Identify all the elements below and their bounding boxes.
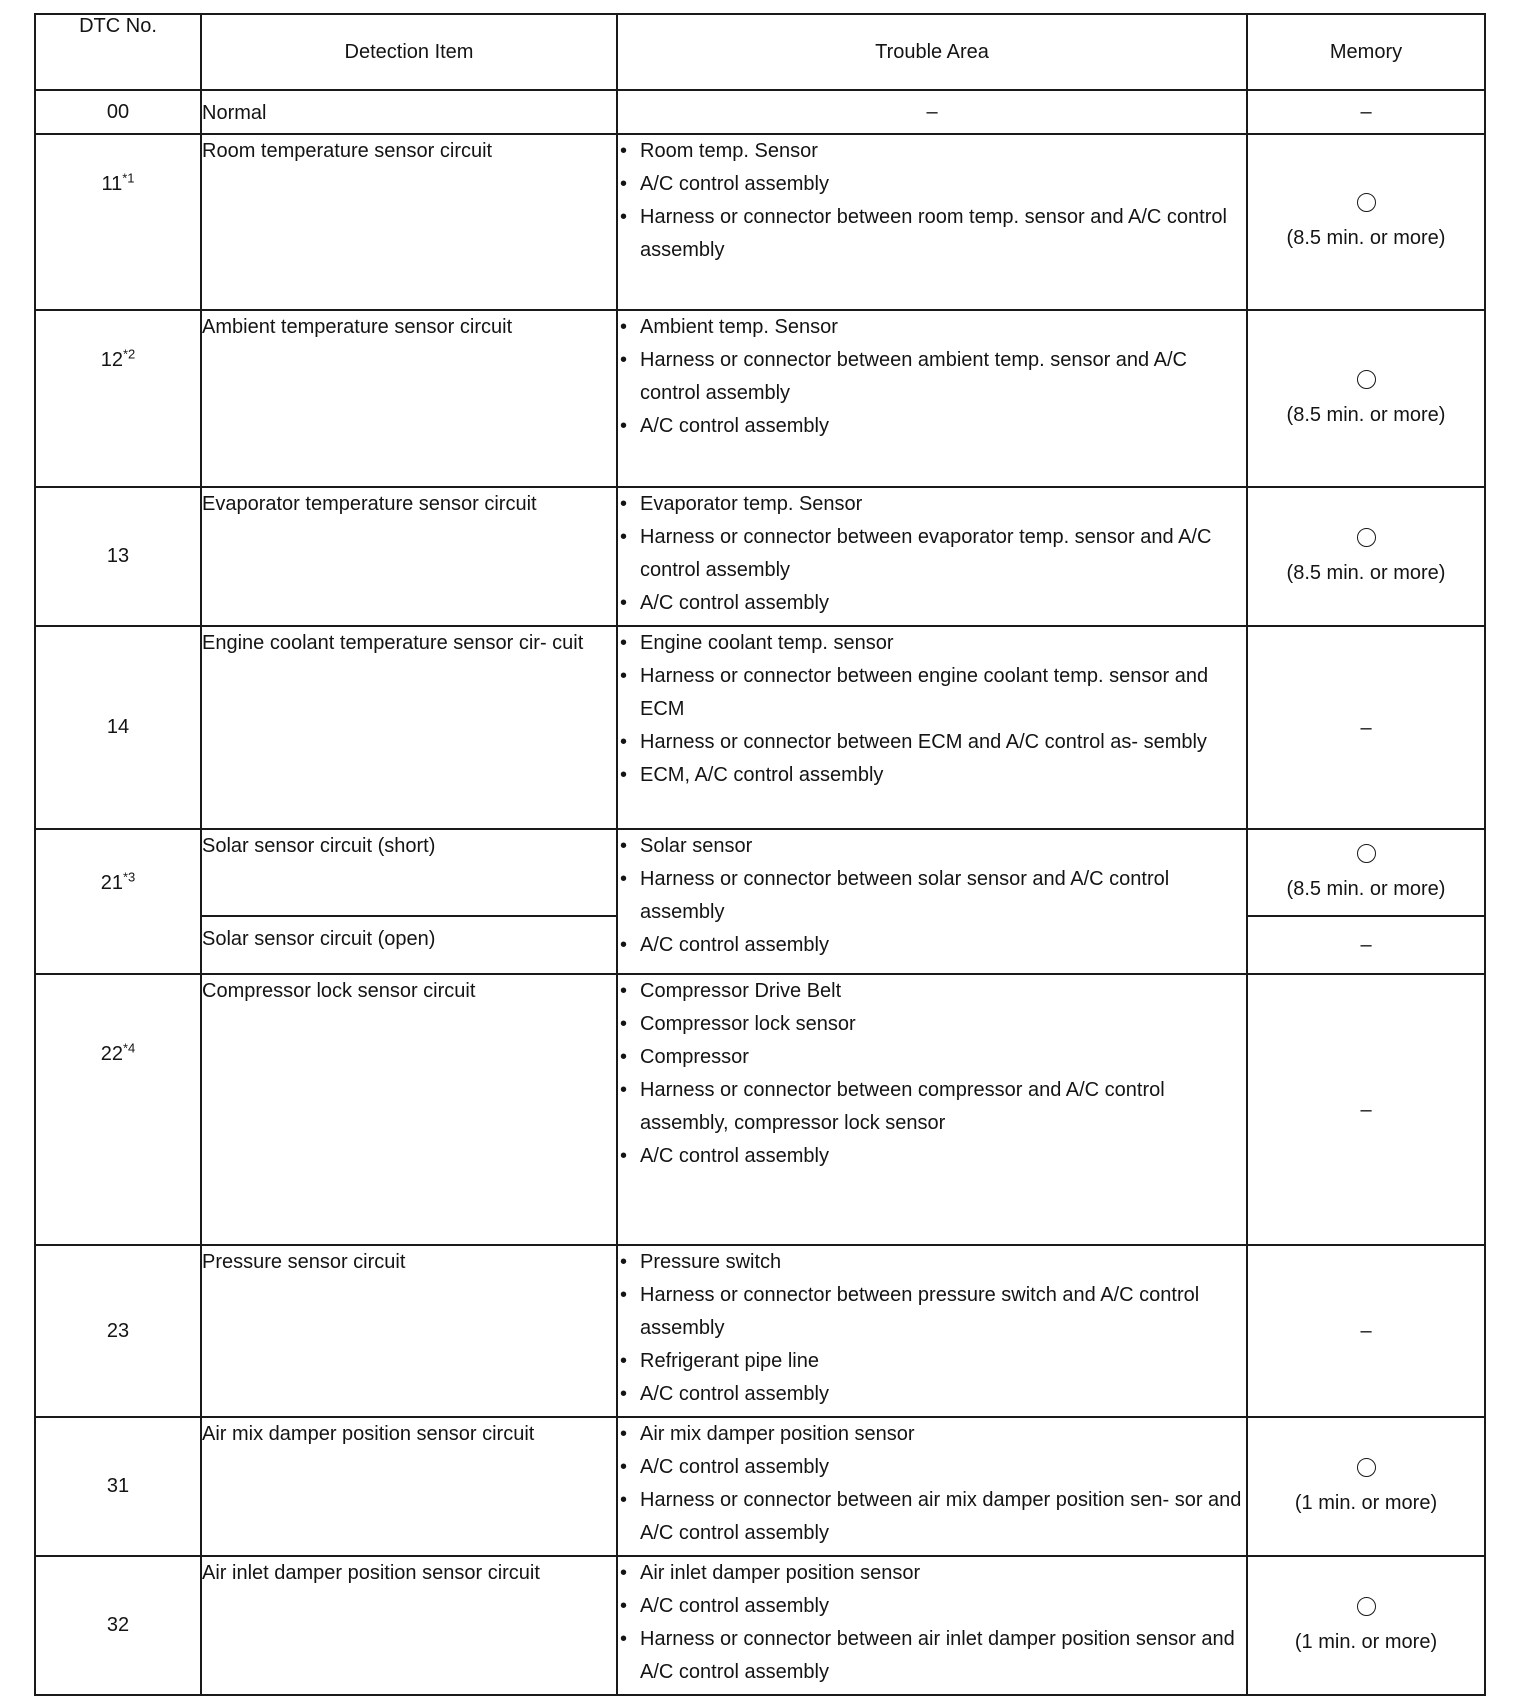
list-item: • Evaporator temp. Sensor — [620, 493, 863, 515]
dtc-number: 21$^{*3}$ — [35, 829, 201, 974]
trouble-area — [617, 1556, 1247, 1695]
memory-cell: (8.5 min. or more) — [1247, 310, 1485, 487]
list-item: • A/C control assembly — [620, 1595, 829, 1617]
list-item: • Harness or connector between air mix damper position sen- sor and A/C control assembly — [620, 1489, 1242, 1544]
footnote-marker: *4 — [122, 1040, 136, 1056]
footnote-marker: *3 — [122, 869, 136, 885]
table-row — [35, 1245, 1485, 1417]
table-row — [35, 829, 1485, 916]
detection-item-short: Solar sensor circuit (short) — [201, 829, 617, 916]
memory-cell: – — [1247, 1245, 1485, 1417]
list-item: • Ambient temp. Sensor — [620, 316, 838, 338]
list-item: • Engine coolant temp. sensor — [620, 632, 894, 654]
detection-item: Engine coolant temperature sensor cir- cuit — [201, 626, 617, 829]
dtc-number: 13 — [35, 487, 201, 626]
list-item: • A/C control assembly — [620, 1145, 829, 1167]
memory-cell: – — [1247, 974, 1485, 1245]
trouble-area — [617, 487, 1247, 626]
detection-item: Evaporator temperature sensor circuit — [201, 487, 617, 626]
list-item: • Room temp. Sensor — [620, 140, 818, 162]
list-item: • Harness or connector between air inlet damper position sensor and A/C control assembly — [620, 1628, 1235, 1683]
header-dtc-no: DTC No. — [35, 14, 201, 90]
trouble-area — [617, 626, 1247, 829]
dtc-number: 32 — [35, 1556, 201, 1695]
memory-circle-icon — [1357, 1458, 1376, 1477]
dtc-number: 23 — [35, 1245, 201, 1417]
memory-circle-icon — [1357, 193, 1376, 212]
detection-item-open: Solar sensor circuit (open) — [201, 916, 617, 974]
dtc-number: 11$^{*1}$ — [35, 134, 201, 310]
detection-item: Pressure sensor circuit — [201, 1245, 617, 1417]
list-item: • Harness or connector between compressor and A/C control assembly, compressor lock sensor — [620, 1079, 1165, 1134]
trouble-area: – — [617, 90, 1247, 134]
memory-cell-short: (8.5 min. or more) — [1247, 829, 1485, 916]
detection-item: Ambient temperature sensor circuit — [201, 310, 617, 487]
list-item: • Harness or connector between ECM and A/C control as- sembly — [620, 731, 1207, 753]
memory-cell-open: – — [1247, 916, 1485, 974]
table-row — [35, 487, 1485, 626]
list-item: • Air mix damper position sensor — [620, 1423, 915, 1445]
trouble-area — [617, 1417, 1247, 1556]
memory-circle-icon — [1357, 1597, 1376, 1616]
table-row — [35, 134, 1485, 310]
table-row — [35, 626, 1485, 829]
detection-item: Air mix damper position sensor circuit — [201, 1417, 617, 1556]
memory-cell: – — [1247, 90, 1485, 134]
header-memory: Memory — [1247, 14, 1485, 90]
table-row — [35, 90, 1485, 134]
list-item: • A/C control assembly — [620, 173, 829, 195]
table-row — [35, 974, 1485, 1245]
list-item: • Harness or connector between evaporator temp. sensor and A/C control assembly — [620, 526, 1212, 581]
dtc-table — [34, 13, 1486, 1696]
trouble-area — [617, 974, 1247, 1245]
list-item: • Harness or connector between solar sensor and A/C control assembly — [620, 868, 1170, 923]
memory-cell: (8.5 min. or more) — [1247, 487, 1485, 626]
list-item: • A/C control assembly — [620, 1383, 829, 1405]
list-item: • Compressor — [620, 1046, 749, 1068]
list-item: • ECM, A/C control assembly — [620, 764, 884, 786]
dtc-number: 22$^{*4}$ — [35, 974, 201, 1245]
dtc-number: 14 — [35, 626, 201, 829]
list-item: • Harness or connector between ambient temp. sensor and A/C control assembly — [620, 349, 1187, 404]
table-row — [35, 1417, 1485, 1556]
list-item: • Pressure switch — [620, 1251, 782, 1273]
table-row — [35, 1556, 1485, 1695]
table-row — [35, 310, 1485, 487]
detection-item: Room temperature sensor circuit — [201, 134, 617, 310]
list-item: • Solar sensor — [620, 835, 753, 857]
list-item: • A/C control assembly — [620, 1456, 829, 1478]
dtc-number: 31 — [35, 1417, 201, 1556]
trouble-area — [617, 829, 1247, 974]
trouble-area — [617, 310, 1247, 487]
memory-circle-icon — [1357, 844, 1376, 863]
list-item: • Air inlet damper position sensor — [620, 1562, 921, 1584]
list-item: • Harness or connector between pressure switch and A/C control assembly — [620, 1284, 1200, 1339]
trouble-area — [617, 1245, 1247, 1417]
detection-item: Compressor lock sensor circuit — [201, 974, 617, 1245]
dtc-number: 12$^{*2}$ — [35, 310, 201, 487]
memory-circle-icon — [1357, 528, 1376, 547]
list-item: • A/C control assembly — [620, 934, 829, 956]
header-row — [35, 14, 1485, 90]
memory-cell: (1 min. or more) — [1247, 1556, 1485, 1695]
header-trouble-area: Trouble Area — [617, 14, 1247, 90]
header-detection-item: Detection Item — [201, 14, 617, 90]
memory-cell: (1 min. or more) — [1247, 1417, 1485, 1556]
list-item: • Refrigerant pipe line — [620, 1350, 819, 1372]
list-item: • A/C control assembly — [620, 415, 829, 437]
trouble-area — [617, 134, 1247, 310]
memory-cell: (8.5 min. or more) — [1247, 134, 1485, 310]
list-item: • Compressor Drive Belt — [620, 980, 842, 1002]
dtc-number: 00 — [35, 90, 201, 134]
list-item: • A/C control assembly — [620, 592, 829, 614]
memory-circle-icon — [1357, 370, 1376, 389]
detection-item: Normal — [201, 90, 617, 134]
list-item: • Compressor lock sensor — [620, 1013, 856, 1035]
list-item: • Harness or connector between engine coolant temp. sensor and ECM — [620, 665, 1209, 720]
footnote-marker: *1 — [122, 170, 135, 186]
memory-cell: – — [1247, 626, 1485, 829]
detection-item: Air inlet damper position sensor circuit — [201, 1556, 617, 1695]
list-item: • Harness or connector between room temp. sensor and A/C control assembly — [620, 206, 1227, 261]
footnote-marker: *2 — [122, 346, 136, 362]
